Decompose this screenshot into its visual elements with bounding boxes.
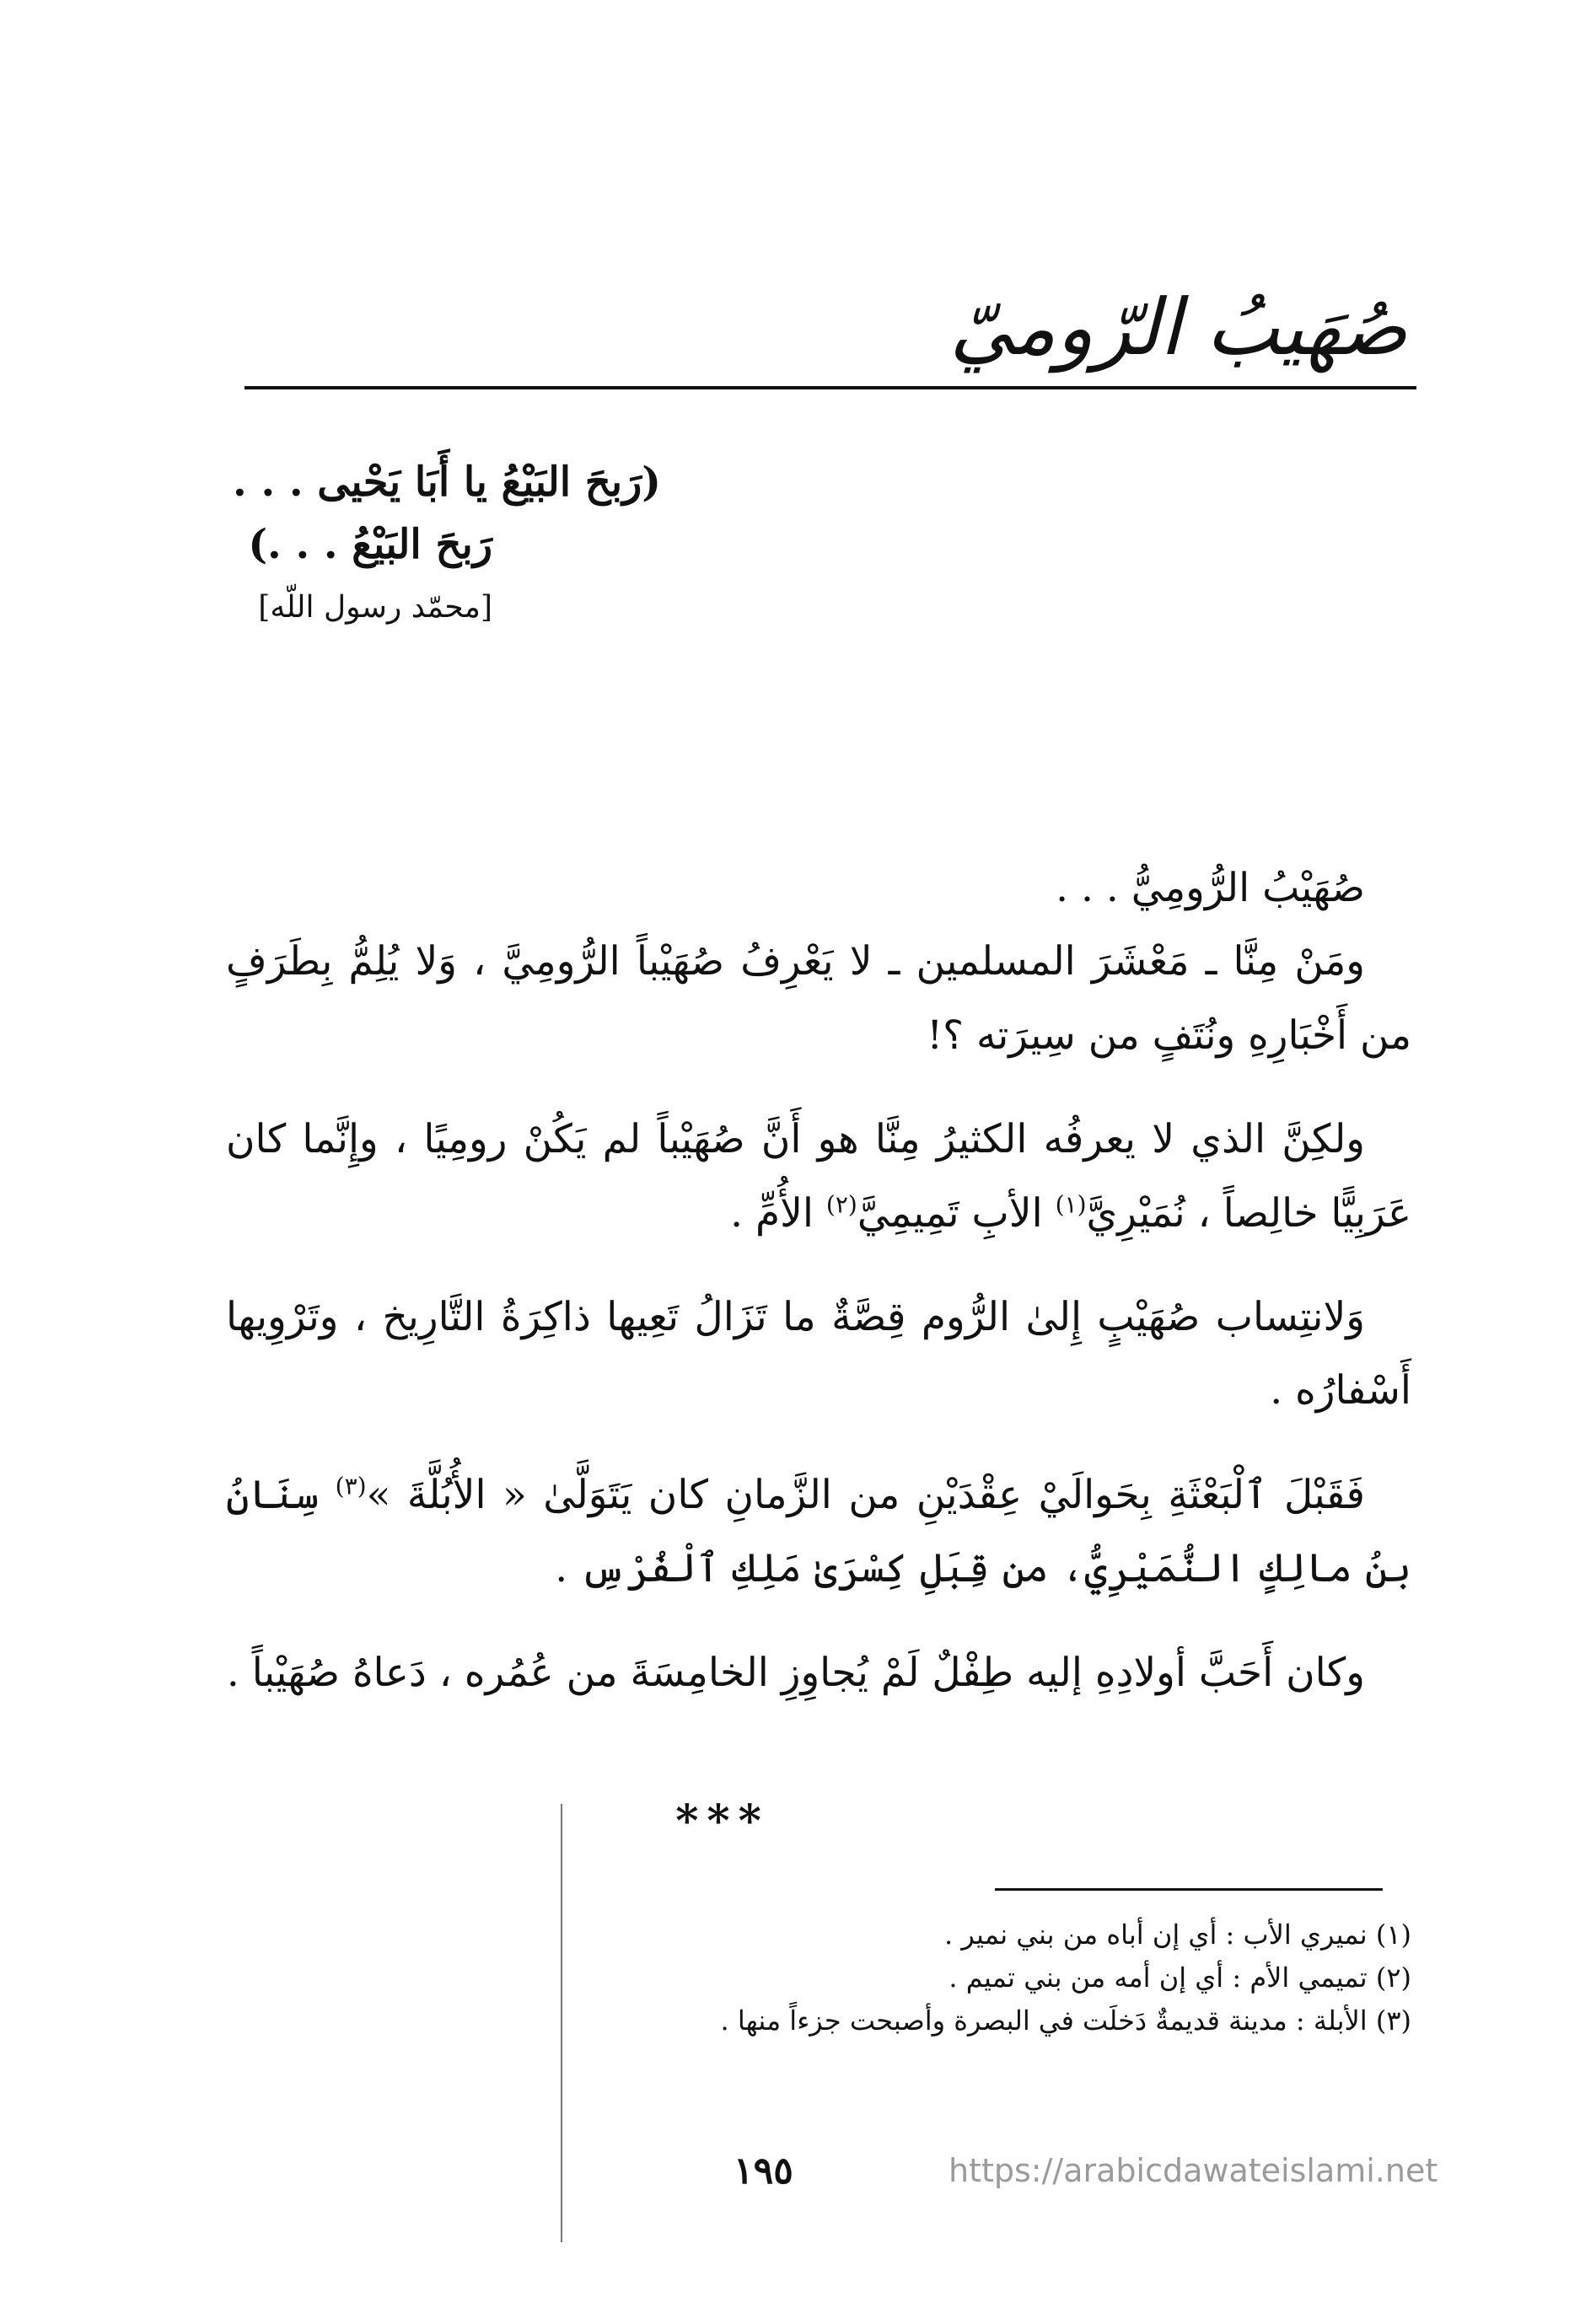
footnote-ref-1[interactable]: (١)	[1055, 1189, 1087, 1218]
paragraph-4: وَلانتِساب صُهَيْبٍ إِلىٰ الرُّوم قِصَّةٌ ما تَزَالُ تَعِيها ذاكِرَةُ التَّارِيخ ، وتَرْوِيها أَسْفارُه .	[226, 1294, 1411, 1414]
footnote-2: (٢) تميمي الأم : أي إن أمه من بني تميم .	[949, 1962, 1411, 1994]
page-number: ١٩٥	[734, 2150, 793, 2193]
footnotes	[653, 1913, 1411, 2043]
section-separator	[0, 1795, 1580, 1847]
paragraph-3	[226, 1103, 1411, 1250]
epigraph-line-2: رَبحَ البَيْعُ . . .)	[248, 521, 492, 569]
paragraph-5-text-b: سِنَانُ بنُ مالِكٍ النُّمَيْرِيُّ، من قِبَلِ كِسْرَىٰ مَلِكِ ٱلْفُرْسِ .	[226, 1471, 1411, 1592]
paragraph-5	[226, 1458, 1411, 1606]
paragraph-2: ومَنْ مِنَّا ـ مَعْشَرَ المسلمين ـ لا يَعْرِفُ صُهَيْباً الرُّومِيَّ ، وَلا يُلِمُّ بِطَرَفٍ من أَخْبَارِهِ ونُتَفٍ من سِيرَته ؟!	[226, 938, 1411, 1059]
paragraph-3-text-b: الأبِ تَمِيمِيَّ	[857, 1189, 1056, 1237]
body-text	[226, 851, 1411, 1740]
footnote-3: (٣) الأبلة : مدينة قديمةٌ دَخلَت في البصرة وأصبحت جزءاً منها .	[720, 2005, 1411, 2037]
footnote-1: (١) نميري الأب : أي إن أباه من بني نمير .	[944, 1919, 1411, 1951]
footnote-ref-3[interactable]: (٣)	[335, 1472, 367, 1500]
paragraph-3-text-c: الأُمِّ .	[730, 1189, 826, 1237]
footnote-ref-2[interactable]: (٢)	[825, 1189, 857, 1218]
epigraph-source: [محمّد رسول اللّه]	[258, 589, 492, 625]
footnote-divider	[995, 1888, 1383, 1891]
paragraph-1: صُهَيْبُ الرُّومِيُّ . . .	[1056, 865, 1365, 911]
chapter-title: صُهَيبُ الرّوميّ	[949, 282, 1407, 373]
paragraph-5-text-a: فَقَبْلَ ٱلْبَعْثَةِ بِحَوالَيْ عِقْدَيْنِ من الزَّمانِ كان يَتَوَلَّىٰ « الأُبُلَّةَ »	[366, 1471, 1365, 1518]
vertical-divider	[561, 1804, 562, 2242]
watermark-url: https://arabicdawateislami.net	[949, 2152, 1438, 2189]
separator-stars: ***	[675, 1795, 770, 1847]
paragraph-6: وكان أَحَبَّ أولادِهِ إليه طِفْلٌ لَمْ يُجاوِزِ الخامِسَةَ من عُمُره ، دَعاهُ صُهَيْباً .	[226, 1649, 1365, 1696]
epigraph-line-1: (رَبحَ البَيْعُ يا أَبَا يَحْيى . . .	[233, 459, 661, 506]
title-underline	[245, 386, 1416, 389]
paragraph-3-text-a: ولكِنَّ الذي لا يعرفُه الكثيرُ مِنَّا هو أَنَّ صُهَيْباً لم يَكُنْ رومِيًا ، وإِنَّما كان عَرَبِيًّا خالِصاً ، نُمَيْرِيَّ	[226, 1116, 1411, 1237]
epigraph	[223, 451, 661, 631]
